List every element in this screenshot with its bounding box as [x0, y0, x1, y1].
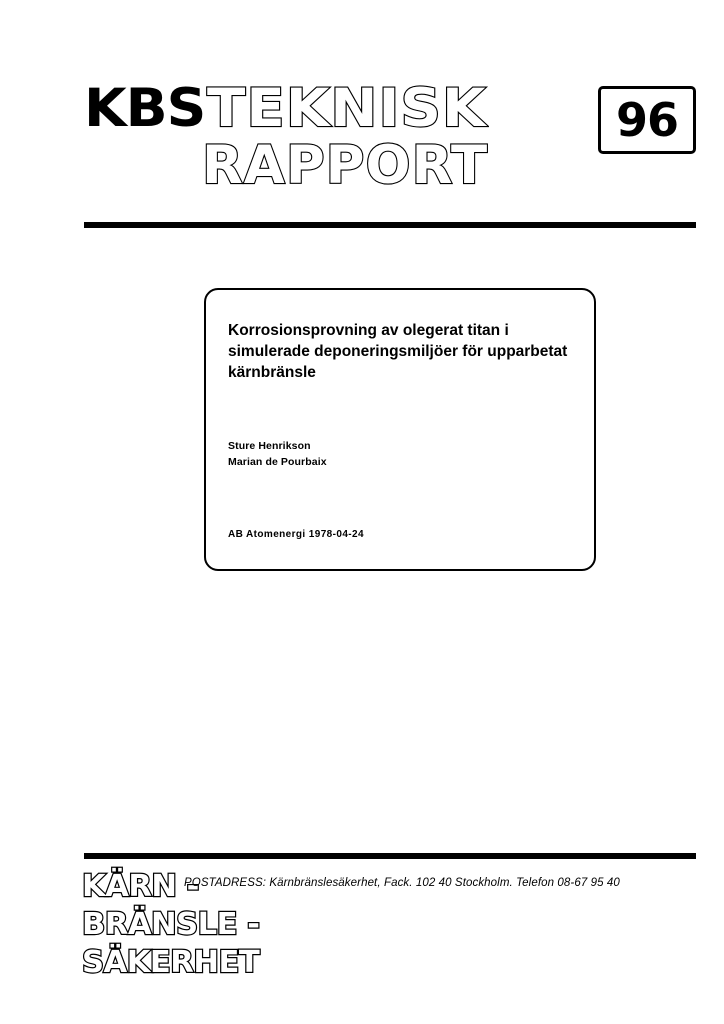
title-card	[204, 288, 596, 571]
issue-number-box	[598, 86, 696, 154]
masthead-title	[84, 78, 584, 212]
publisher-and-date: AB Atomenergi 1978-04-24	[228, 529, 364, 540]
brand-kbs: KBS	[84, 78, 206, 139]
footer-rule	[84, 853, 696, 859]
logo-line-bransle: BRÄNSLE -	[82, 907, 260, 942]
logo-line-karn: KÄRN -	[82, 869, 199, 904]
issue-number: 96	[615, 93, 678, 147]
masthead	[84, 78, 696, 222]
masthead-second-line	[202, 135, 489, 196]
author-list	[228, 438, 570, 470]
masthead-first-line	[84, 78, 487, 139]
author-name: Marian de Pourbaix	[228, 456, 327, 468]
document-title: Korrosionsprovning av olegerat titan i simulerade deponeringsmiljöer för upparbetat kärnbränsle	[228, 322, 568, 381]
header-rule	[84, 222, 696, 228]
logo-line-sakerhet: SÄKERHET	[82, 945, 260, 980]
masthead-word-teknisk: TEKNISK	[206, 78, 487, 139]
author-name: Sture Henrikson	[228, 440, 311, 452]
postal-address: POSTADRESS: Kärnbränslesäkerhet, Fack. 102 40 Stockholm. Telefon 08-67 95 40	[184, 877, 620, 889]
masthead-word-rapport: RAPPORT	[202, 135, 489, 196]
